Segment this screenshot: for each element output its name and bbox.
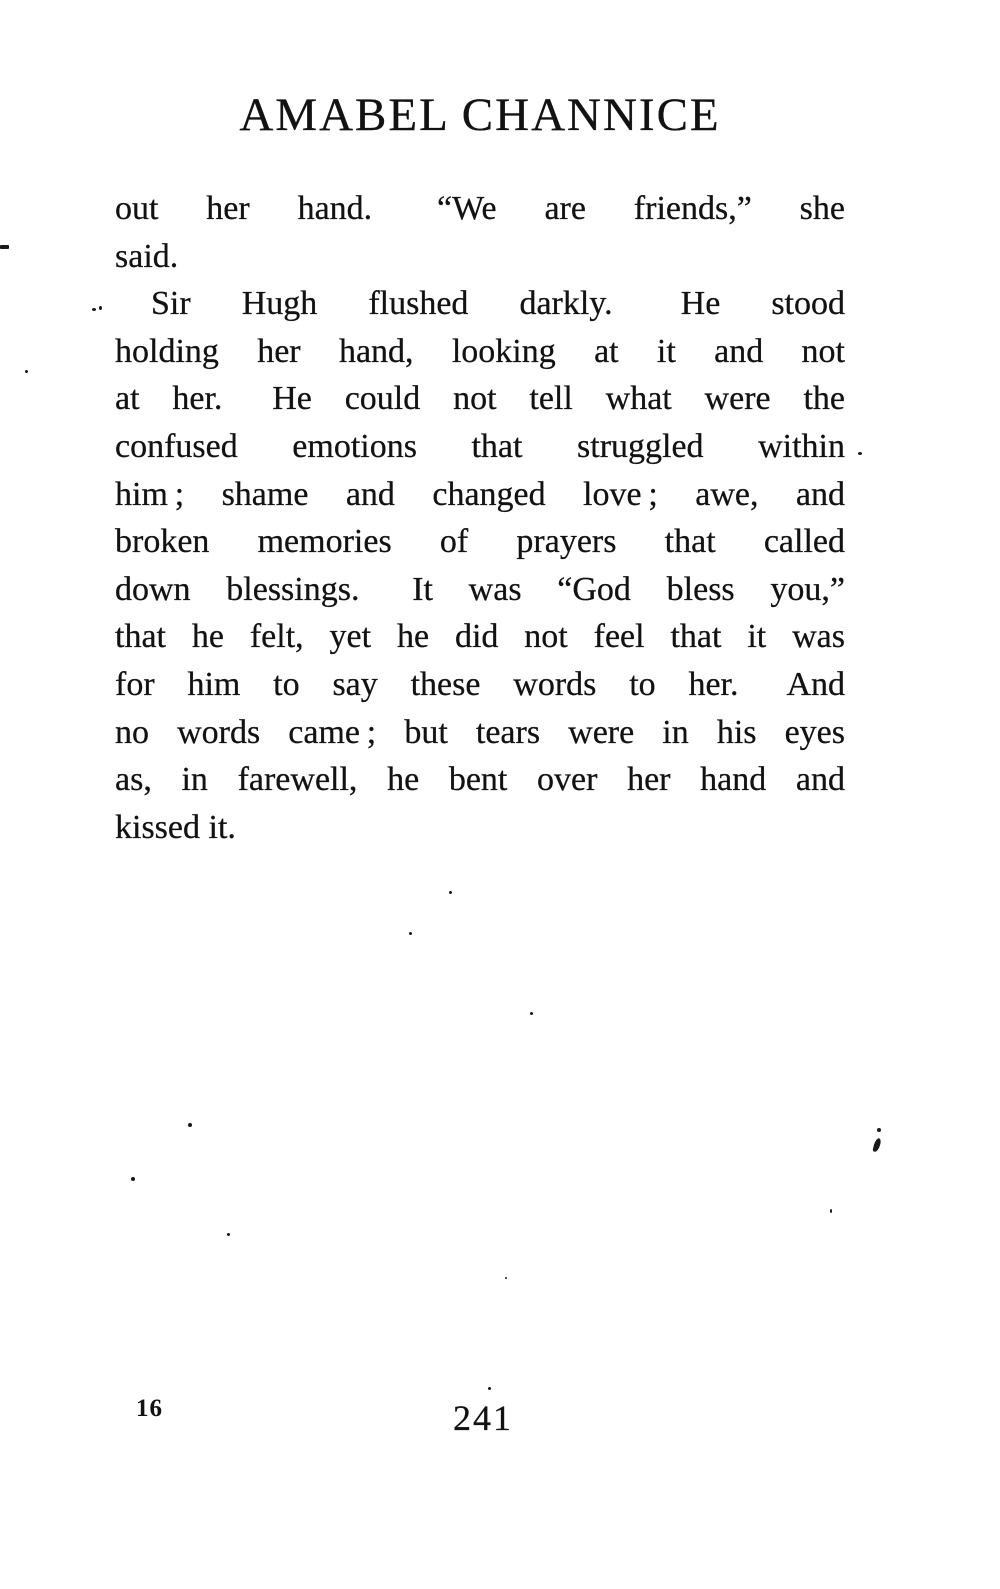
ink-speck bbox=[530, 1012, 533, 1015]
text-line: confused emotions that struggled within bbox=[115, 427, 845, 465]
text-line: for him to say these words to her. And bbox=[115, 665, 845, 703]
ink-speck bbox=[877, 1128, 881, 1132]
text-line: broken memories of prayers that called bbox=[115, 523, 845, 561]
text-line: out her hand. “We are friends,” she bbox=[115, 190, 845, 227]
text-line: him ; shame and changed love ; awe, and bbox=[115, 475, 845, 513]
ink-speck bbox=[858, 452, 862, 455]
ink-speck bbox=[409, 932, 412, 935]
ink-speck bbox=[488, 1387, 491, 1390]
ink-speck bbox=[505, 1277, 507, 1279]
text-line: that he felt, yet he did not feel that it was bbox=[115, 618, 845, 656]
text-block bbox=[115, 185, 845, 851]
ink-speck bbox=[449, 891, 452, 894]
ink-speck bbox=[188, 1123, 192, 1127]
text-line: Sir Hugh flushed darkly. He stood bbox=[151, 285, 845, 323]
page-number: 241 bbox=[453, 1398, 513, 1438]
text-line: down blessings. It was “God bless you,” bbox=[115, 570, 845, 608]
text-line: at her. He could not tell what were the bbox=[115, 380, 845, 418]
text-line: said. bbox=[115, 237, 179, 275]
ink-speck bbox=[131, 1177, 135, 1181]
ink-speck bbox=[99, 306, 102, 310]
text-line: kissed it. bbox=[115, 808, 236, 846]
ink-speck bbox=[0, 245, 9, 249]
ink-speck bbox=[92, 308, 96, 311]
text-line: holding her hand, looking at it and not bbox=[115, 332, 845, 370]
ink-speck bbox=[872, 1137, 881, 1152]
running-header: AMABEL CHANNICE bbox=[239, 89, 721, 141]
ink-speck bbox=[830, 1209, 832, 1213]
text-line: no words came ; but tears were in his eyes bbox=[115, 713, 845, 751]
ink-speck bbox=[25, 370, 28, 373]
ink-speck bbox=[227, 1233, 230, 1236]
text-line: as, in farewell, he bent over her hand and bbox=[115, 761, 845, 799]
signature-mark: 16 bbox=[136, 1395, 163, 1422]
